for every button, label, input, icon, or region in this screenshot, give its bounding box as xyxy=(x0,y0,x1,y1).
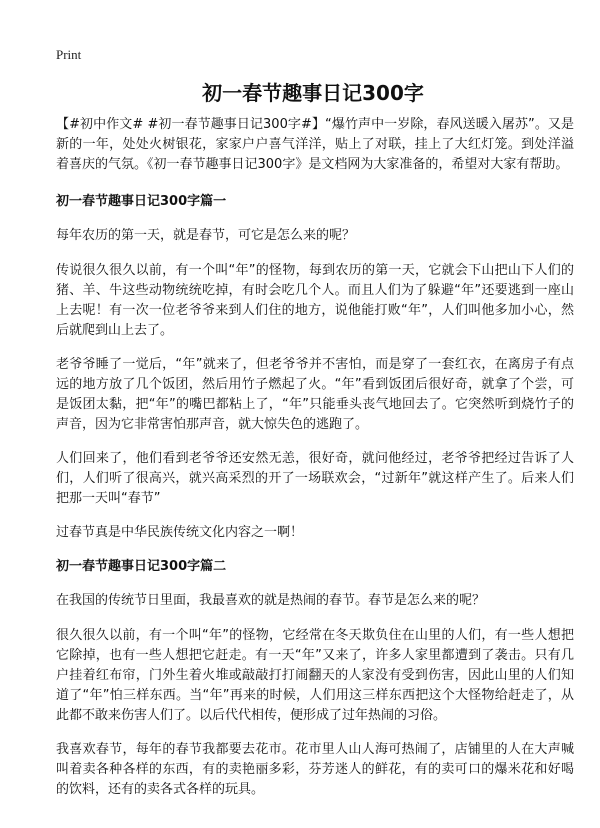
section-1-paragraph-3: 老爷爷睡了一觉后，“年”就来了，但老爷爷并不害怕，而是穿了一套红衣，在离房子有点远的地方放了几个饭团，然后用竹子燃起了火。“年”看到饭团后很好奇，就拿了个尝，可是饭团太黏，把“年”的嘴巴都粘上了，“年”只能垂头丧气地回去了。它突然听到烧竹子的声音，因为它非常害怕那声音，就大惊失色的逃跑了。 xyxy=(56,357,574,432)
print-link[interactable]: Print xyxy=(56,47,82,62)
section-2-paragraph-1: 在我国的传统节日里面，我最喜欢的就是热闹的春节。春节是怎么来的呢？ xyxy=(56,593,486,608)
section-1-paragraph-5: 过春节真是中华民族传统文化内容之一啊！ xyxy=(56,525,304,540)
section-1-paragraph-1: 每年农历的第一天，就是春节，可它是怎么来的呢？ xyxy=(56,228,356,243)
section-2-paragraph-2: 很久很久以前，有一个叫“年”的怪物，它经常在冬天欺负住在山里的人们，有一些人想把它除掉，也有一些人想把它赶走。有一天“年”又来了，许多人家里都遭到了袭击。只有几户挂着红布帘，门外生着火堆或敲敲打打闹翻天的人家没有受到伤害，因此山里的人们知道了“年”怕三样东西。当“年”再来的时候，人们用这三样东西把这个大怪物给赶走了，从此都不敢来伤害人们了。以后代代相传，便形成了过年热闹的习俗。 xyxy=(56,628,574,723)
intro-paragraph: 【#初中作文# #初一春节趣事日记300字#】“爆竹声中一岁除，春风送暖入屠苏”。又是新的一年，处处火树银花，家家户户喜气洋洋，贴上了对联，挂上了大红灯笼。到处洋溢着喜庆的气氛。《初一春节趣事日记300字》是文档网为大家准备的，希望对大家有帮助。 xyxy=(56,117,574,172)
page-title: 初一春节趣事日记300字 xyxy=(202,81,424,105)
article-body xyxy=(56,115,574,814)
section-2-paragraph-3: 我喜欢春节，每年的春节我都要去花市。花市里人山人海可热闹了，店铺里的人在大声喊叫着卖各种各样的东西，有的卖艳丽多彩，芬芳迷人的鲜花，有的卖可口的爆米花和好喝的饮料，还有的卖各式各样的玩具。 xyxy=(56,742,574,797)
section-heading-1: 初一春节趣事日记300字篇一 xyxy=(56,194,227,209)
section-heading-2: 初一春节趣事日记300字篇二 xyxy=(56,559,227,574)
section-1-paragraph-2: 传说很久很久以前，有一个叫“年”的怪物，每到农历的第一天，它就会下山把山下人们的猪、羊、牛这些动物统统吃掉，有时会吃几个人。而且人们为了躲避“年”还要逃到一座山上去呢！有一次一位老爷爷来到人们住的地方，说他能打败“年”，人们叫他多加小心，然后就爬到山上去了。 xyxy=(56,263,574,338)
section-1-paragraph-4: 人们回来了，他们看到老爷爷还安然无恙，很好奇，就问他经过，老爷爷把经过告诉了人们，人们听了很高兴，就兴高采烈的开了一场联欢会，“过新年”就这样产生了。后来人们把那一天叫“春节” xyxy=(56,451,574,506)
